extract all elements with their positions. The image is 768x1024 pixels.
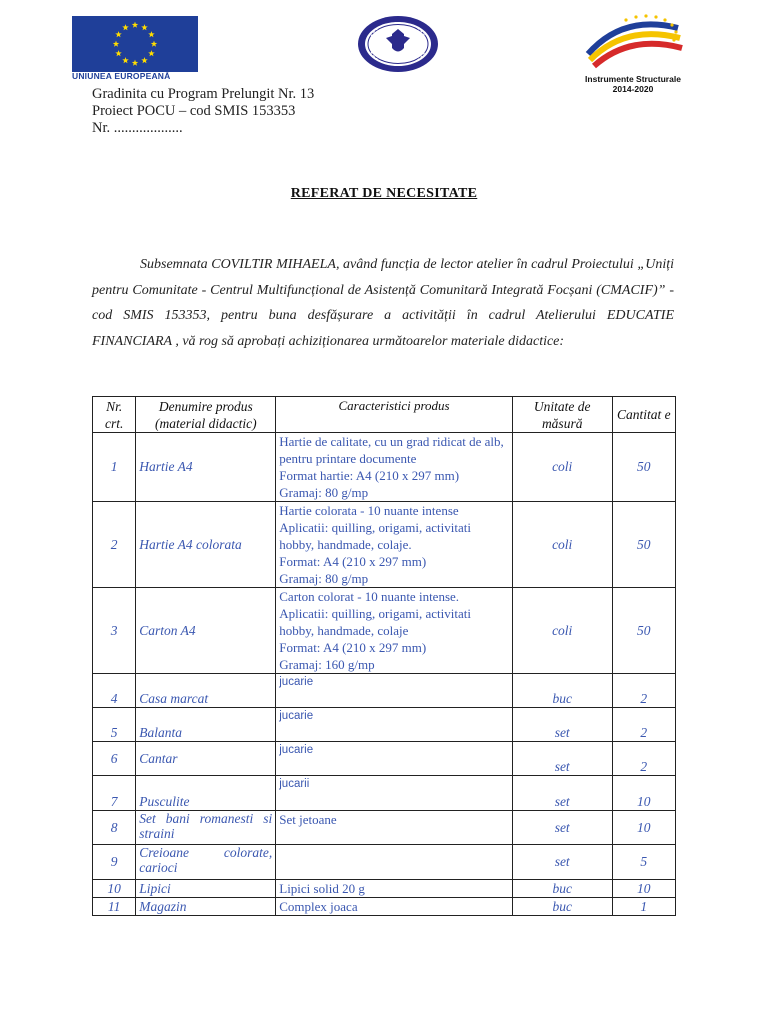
- star-icon: [113, 41, 119, 47]
- characteristic-line: jucarie: [279, 744, 314, 756]
- quantity: 50: [612, 502, 675, 588]
- institution-name: Gradinita cu Program Prelungit Nr. 13: [92, 86, 315, 102]
- product-name: Carton A4: [136, 588, 276, 674]
- table-row: [93, 776, 676, 811]
- quantity: 10: [612, 776, 675, 811]
- characteristic-line: Gramaj: 80 g/mp: [279, 571, 369, 586]
- header-characteristics: Caracteristici produs: [276, 397, 513, 433]
- product-characteristics: [276, 845, 513, 880]
- row-number: 6: [93, 742, 136, 776]
- star-icon: [148, 50, 154, 56]
- header-nr: Nr. crt.: [93, 397, 136, 433]
- eu-stars-icon: [72, 16, 198, 72]
- row-number: 4: [93, 674, 136, 708]
- row-number: 2: [93, 502, 136, 588]
- product-characteristics: [276, 433, 513, 502]
- product-name: Casa marcat: [136, 674, 276, 708]
- product-characteristics: [276, 898, 513, 916]
- star-icon: [132, 60, 138, 66]
- product-characteristics: [276, 776, 513, 811]
- characteristic-line: Aplicatii: quilling, origami, activitati hobby, handmade, colaje.: [279, 520, 471, 552]
- unit-of-measure: set: [512, 742, 612, 776]
- row-number: 11: [93, 898, 136, 916]
- header-unit: Unitate de măsură: [512, 397, 612, 433]
- star-icon: [122, 24, 128, 30]
- eu-flag-logo: [72, 16, 198, 72]
- unit-of-measure: buc: [512, 674, 612, 708]
- is-caption-line2: 2014-2020: [612, 84, 654, 94]
- star-icon: [132, 22, 138, 28]
- product-characteristics: [276, 708, 513, 742]
- product-characteristics: [276, 502, 513, 588]
- star-icon: [115, 50, 121, 56]
- unit-of-measure: coli: [512, 433, 612, 502]
- characteristic-line: jucarie: [279, 676, 314, 688]
- table-row: [93, 880, 676, 898]
- quantity: 50: [612, 433, 675, 502]
- row-number: 10: [93, 880, 136, 898]
- eu-caption: UNIUNEA EUROPEANĂ: [72, 71, 171, 81]
- product-characteristics: [276, 811, 513, 845]
- star-icon: [148, 31, 154, 37]
- is-caption-line1: Instrumente Structurale: [585, 74, 681, 84]
- table-row: [93, 898, 676, 916]
- table-row: [93, 588, 676, 674]
- characteristic-line: Set jetoane: [279, 812, 337, 827]
- row-number: 8: [93, 811, 136, 845]
- star-icon: [141, 57, 147, 63]
- product-characteristics: [276, 674, 513, 708]
- quantity: 1: [612, 898, 675, 916]
- quantity: 2: [612, 674, 675, 708]
- document-title: REFERAT DE NECESITATE: [290, 186, 478, 201]
- row-number: 5: [93, 708, 136, 742]
- materials-table: [92, 396, 676, 916]
- product-name: Lipici: [136, 880, 276, 898]
- quantity: 10: [612, 880, 675, 898]
- characteristic-line: Hartie de calitate, cu un grad ridicat de alb, pentru printare documente: [279, 434, 504, 466]
- characteristic-line: Aplicatii: quilling, origami, activitati hobby, handmade, colaje: [279, 606, 471, 638]
- unit-of-measure: coli: [512, 588, 612, 674]
- characteristic-line: jucarie: [279, 710, 314, 722]
- table-row: [93, 845, 676, 880]
- row-number: 1: [93, 433, 136, 502]
- product-name: Creioane colorate, carioci: [136, 845, 276, 880]
- quantity: 5: [612, 845, 675, 880]
- table-row: [93, 742, 676, 776]
- row-number: 3: [93, 588, 136, 674]
- table-header-row: [93, 397, 676, 433]
- characteristic-line: Carton colorat - 10 nuante intense.: [279, 589, 460, 604]
- unit-of-measure: set: [512, 811, 612, 845]
- unit-of-measure: buc: [512, 880, 612, 898]
- product-name: Cantar: [136, 742, 276, 776]
- institution-block: [92, 86, 314, 137]
- product-characteristics: [276, 742, 513, 776]
- characteristic-line: Hartie colorata - 10 nuante intense: [279, 503, 459, 518]
- product-name: Hartie A4 colorata: [136, 502, 276, 588]
- quantity: 2: [612, 742, 675, 776]
- header-name: Denumire produs (material didactic): [136, 397, 276, 433]
- product-characteristics: [276, 588, 513, 674]
- characteristic-line: Lipici solid 20 g: [279, 881, 365, 896]
- table-row: [93, 433, 676, 502]
- quantity: 10: [612, 811, 675, 845]
- characteristic-line: Format hartie: A4 (210 x 297 mm): [279, 468, 460, 483]
- quantity: 2: [612, 708, 675, 742]
- characteristic-line: Format: A4 (210 x 297 mm): [279, 554, 427, 569]
- product-name: Set bani romanesti si straini: [136, 811, 276, 845]
- table-row: [93, 811, 676, 845]
- quantity: 50: [612, 588, 675, 674]
- request-paragraph: Subsemnata COVILTIR MIHAELA, având funcția de lector atelier în cadrul Proiectului „Uniți pentru Comunitate - Centrul Multifuncțional de Asistență Comunitară Integrată Focșani (CMACIF)” - cod SMIS 153353, pentru buna desfășurare a activității în cadrul Atelierului EDUCATIE FINANCIARA , vă rog să aprobați achiziționarea următoarelor materiale didactice:: [92, 257, 674, 349]
- header-quantity: Cantitat e: [612, 397, 675, 433]
- star-icon: [122, 57, 128, 63]
- table-row: [93, 502, 676, 588]
- star-icon: [151, 41, 157, 47]
- product-name: Magazin: [136, 898, 276, 916]
- table-row: [93, 674, 676, 708]
- unit-of-measure: set: [512, 708, 612, 742]
- unit-of-measure: coli: [512, 502, 612, 588]
- unit-of-measure: set: [512, 845, 612, 880]
- characteristic-line: Complex joaca: [279, 899, 358, 914]
- product-name: Pusculite: [136, 776, 276, 811]
- unit-of-measure: buc: [512, 898, 612, 916]
- star-icon: [115, 31, 121, 37]
- characteristic-line: Gramaj: 160 g/mp: [279, 657, 375, 672]
- row-number: 7: [93, 776, 136, 811]
- star-icon: [141, 24, 147, 30]
- characteristic-line: jucarii: [279, 778, 310, 790]
- characteristic-line: Gramaj: 80 g/mp: [279, 485, 369, 500]
- characteristic-line: Format: A4 (210 x 297 mm): [279, 640, 427, 655]
- instrumente-structurale-caption: [568, 74, 698, 94]
- registration-number: Nr. ...................: [92, 120, 183, 136]
- unit-of-measure: set: [512, 776, 612, 811]
- product-name: Hartie A4: [136, 433, 276, 502]
- product-characteristics: [276, 880, 513, 898]
- product-name: Balanta: [136, 708, 276, 742]
- project-code: Proiect POCU – cod SMIS 153353: [92, 103, 296, 119]
- table-row: [93, 708, 676, 742]
- government-seal-logo: [356, 14, 440, 74]
- row-number: 9: [93, 845, 136, 880]
